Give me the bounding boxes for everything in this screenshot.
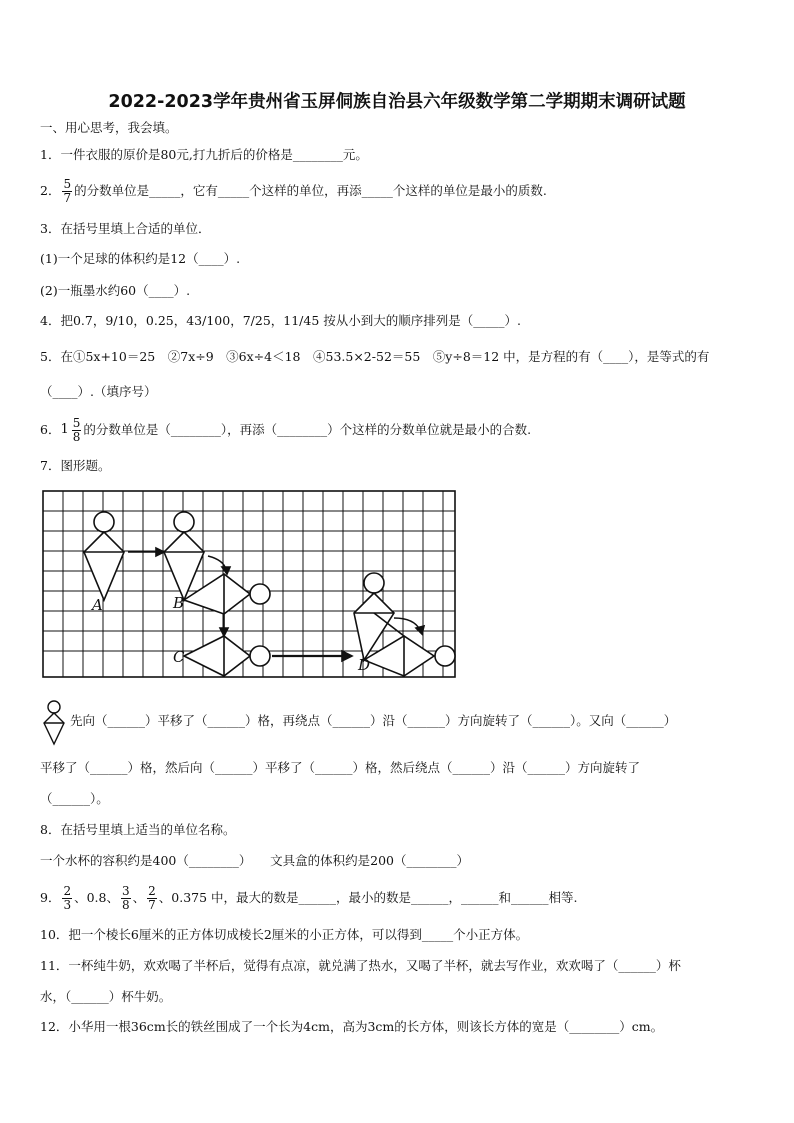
question-3-part-1: (1)一个足球的体积约是12（____）. (40, 251, 241, 266)
question-7-line-1: 先向（______）平移了（______）格，再绕点（______）沿（______）方向旋转了（______）。又向（______） (70, 713, 677, 728)
fraction (147, 885, 157, 912)
section-heading: 一、用心思考，我会填。 (40, 120, 178, 135)
fraction (121, 885, 131, 912)
figure-shape-icon (40, 700, 68, 746)
question-7-line-2: 平移了（______）格，然后向（______）平移了（______）格，然后绕点（______）沿（______）方向旋转了 (40, 760, 641, 775)
question-4: 4．把0.7，9/10，0.25，43/100，7/25，11/45 按从小到大的顺序排列是（_____）. (40, 313, 522, 328)
arrow-right-icon (272, 651, 352, 661)
numerator: 5 (72, 415, 81, 430)
question-10: 10．把一个棱长6厘米的正方体切成棱长2厘米的小正方体，可以得到_____个小正方体。 (40, 927, 529, 942)
question-3-part-2: (2)一瓶墨水约60（____）. (40, 283, 191, 298)
question-6 (40, 413, 531, 447)
question-text: 、0.8、 (74, 890, 119, 905)
shape-b (164, 512, 204, 600)
label-c: C (173, 648, 185, 666)
question-7-line-3: （______）。 (40, 791, 109, 806)
question-7: 7．图形题。 (40, 458, 111, 473)
transformation-grid-figure (42, 490, 456, 678)
fraction (62, 178, 72, 205)
numerator: 2 (63, 883, 72, 898)
question-8-line: 一个水杯的容积约是400（________） 文具盒的体积约是200（________） (40, 853, 469, 868)
denominator: 8 (121, 897, 130, 912)
label-b: B (173, 594, 185, 612)
arrow-down-icon (220, 614, 228, 636)
question-11-line-2: 水，（______）杯牛奶。 (40, 989, 172, 1004)
question-number: 2． (40, 183, 61, 198)
question-5-line-2: （____）.（填序号） (40, 384, 157, 399)
question-1: 1．一件衣服的原价是80元,打九折后的价格是________元。 (40, 147, 368, 162)
fraction (62, 885, 72, 912)
numerator: 3 (121, 883, 130, 898)
question-text: 、 (132, 890, 146, 905)
question-5-line-1: 5．在①5x+10＝25 ②7x÷9 ③6x÷4＜18 ④53.5×2-52＝55 ⑤y÷8＝12 中，是方程的有（____），是等式的有 (40, 349, 710, 364)
fraction (72, 417, 82, 444)
question-2 (40, 174, 547, 208)
question-text: 、0.375 中，最大的数是______，最小的数是______，______和______相等. (158, 890, 578, 905)
shape-c (184, 636, 270, 676)
label-d: D (358, 656, 371, 674)
denominator: 8 (72, 429, 81, 444)
question-3: 3．在括号里填上合适的单位． (40, 221, 211, 236)
whole-part: 1 (60, 422, 69, 437)
numerator: 2 (148, 883, 156, 898)
question-11-line-1: 11．一杯纯牛奶，欢欢喝了半杯后，觉得有点凉，就兑满了热水，又喝了半杯，就去写作业，欢欢喝了（______）杯 (40, 958, 681, 973)
question-text: 的分数单位是_____，它有_____个这样的单位，再添_____个这样的单位是最小的质数. (74, 183, 547, 198)
denominator: 3 (63, 897, 72, 912)
page-title: 2022-2023学年贵州省玉屏侗族自治县六年级数学第二学期期末调研试题 (108, 92, 686, 112)
denominator: 7 (63, 190, 72, 205)
label-a: A (92, 596, 103, 614)
shape-a (84, 512, 124, 600)
question-9 (40, 880, 578, 916)
question-number: 9． (40, 890, 61, 905)
numerator: 5 (63, 176, 72, 191)
arrow-right-icon (128, 548, 164, 556)
question-text: 的分数单位是（________），再添（________）个这样的分数单位就是最小的合数. (83, 422, 532, 437)
denominator: 7 (148, 897, 156, 912)
question-12: 12．小华用一根36cm长的铁丝围成了一个长为4cm，高为3cm的长方体，则该长方体的宽是（________）cm。 (40, 1019, 664, 1034)
mixed-number (60, 417, 83, 444)
question-number: 6． (40, 422, 61, 437)
question-8: 8．在括号里填上适当的单位名称。 (40, 822, 236, 837)
